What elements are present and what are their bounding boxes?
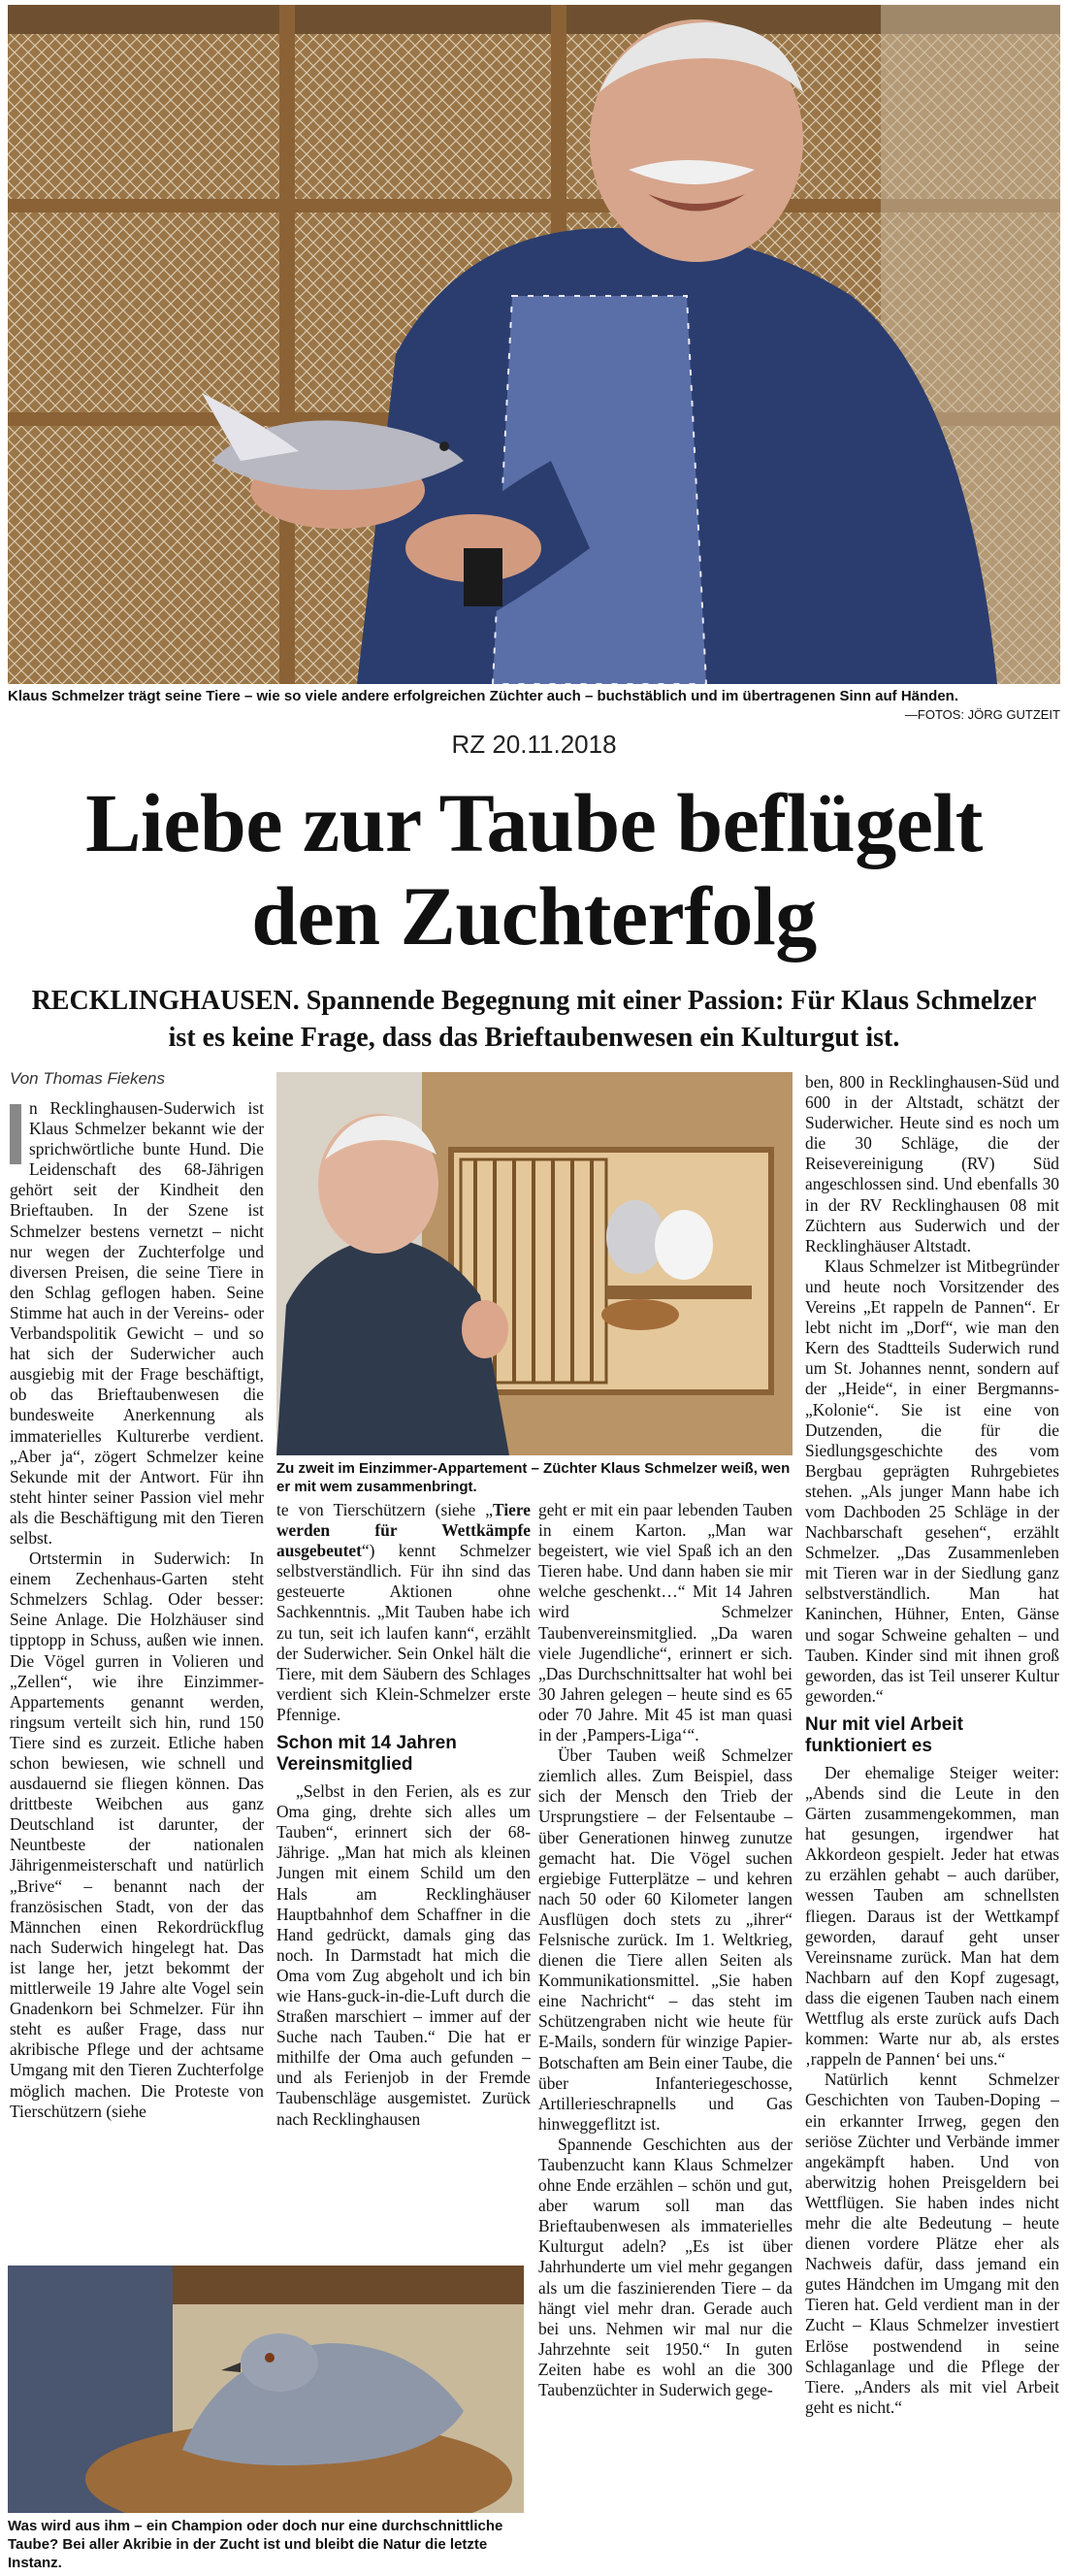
dateline: RZ 20.11.2018 [451,730,617,759]
photo-caption-middle: Zu zweit im Einzimmer-Appartement – Züchter Klaus Schmelzer weiß, wen er mit wem zusammenbringt. [276,1460,791,1495]
article-paragraph: Klaus Schmelzer ist Mitbegründer und heute noch Vorsitzender des Vereins „Et rappeln de Pannen“. Er lebt nicht im „Dorf“, wie man den Kern des Stadtteils Suderwich rund um St. Johannes nennt, sondern auf der „Heide“, in einer Bergmanns-„Kolonie“. Sie ist eine von Dutzenden, die für die Siedlungsgeschichte des vom Bergbau geprägten Ruhrgebietes stehen. „Als junger Mann habe ich vom Dachboden 25 Schläge in der Nachbarschaft gesehen“, erzählt Schmelzer. „Das Zusammenleben mit Tieren war in der Siedlung ganz selbstverständlich. Man hat Kaninchen, Hühner, Enten, Gänse und sogar Schweine gehalten – und Tauben. Kinder sind mit ihnen groß geworden, das ist Teil unserer Kultur geworden.“ [805,1255,1059,1706]
photo-caption-top [8,687,1060,724]
article-paragraph: Über Tauben weiß Schmelzer ziemlich alles. Zum Beispiel, dass sich der Mensch den Trieb der Ursprungstiere – der Felsentaube – über Generationen hinweg zunutze gemacht hat. Die Vögel suchen ergiebige Futterplätze – und kehren nach 50 oder 60 Kilometer langen Ausflügen doch stets zu „ihrer“ Felsnische zurück. Im 1. Weltkrieg, dienen die Tiere allen Seiten als Kommunikationsmittel. „Sie haben eine Nachricht“ – das steht im Schützengraben nicht wie heute für E-Mails, sondern für winzige Papier-Botschaften am Bein einer Taube, die über Infanteriegeschosse, Artillerieschrapnells und Gas hinweggeflitzt ist. [538,1745,793,2134]
photo-pigeon-closeup [8,2266,524,2513]
photo-pigeon-compartment [276,1072,793,1455]
byline: Von Thomas Fiekens [10,1069,165,1088]
article-column-1 [10,1098,264,2261]
section-heading: Schon mit 14 Jahren Vereinsmitglied [276,1733,457,1776]
breeder-photo-illustration [8,5,1060,684]
pigeon-closeup-illustration [8,2266,524,2513]
article-paragraph: ben, 800 in Recklinghausen-Süd und 600 in der Altstadt, schätzt der Suderwicher. Heute sind es noch um die 30 Schläge, die der Reisevereinigung (RV) Süd angeschlossen sind. Und ebenfalls 30 in der RV Recklinghausen 08 mit Züchtern aus Suderwich und der Recklinghäuser Altstadt. [805,1072,1059,1255]
section-heading: Nur mit viel Arbeit funktioniert es [805,1713,963,1756]
cross-reference-link[interactable]: Tiere werden für Wettkämpfe ausgebeutet [276,1500,531,1561]
dropcap-bar [10,1104,21,1164]
article-paragraph: Spannende Geschichten aus der Taubenzucht kann Klaus Schmelzer ohne Ende erzählen – schön und gut, aber warum soll man das Brieftaubenwesen als immaterielles Kulturgut adeln? „Es ist über Jahrhunderte um viel mehr gegangen als um die faszinierenden Tiere – da hängt viel mehr dran. Gerade auch bei uns. Nehmen wir mal nur die Jahrzehnte seit 1950.“ In guten Zeiten habe es wohl an die 300 Taubenzüchter in Suderwich gege- [538,2134,793,2400]
article-column-4 [805,1072,1059,2571]
article-paragraph: Ortstermin in Suderwich: In einem Zechenhaus-Garten steht Schmelzers Schlag. Oder besser: Seine Anlage. Die Holzhäuser sind tipptopp in Schuss, außen wie innen. Die Vögel gurren in Volieren und „Zellen“, wie ihre Einzimmer-Appartements genannt werden, ringsum verteilt sich hin, rund 150 Tiere sind es zurzeit. Etliche haben schon bewiesen, wie schnell und ausdauernd sie fliegen können. Das drittbeste Weibchen aus ganz Deutschland ist darunter, der Neuntbeste der nationalen Jährigenmeisterschaft und natürlich „Brive“ – benannt nach der französischen Stadt, von der das Männchen einen Rekordrückflug nach Suderwich hingelegt hat. Das ist lange her, jetzt bekommt der mittlerweile 19 Jahre alte Vogel sein Gnadenkorn bei Schmelzer. Für ihn steht es außer Frage, dass nur akribische Pflege und der achtsame Umgang mit den Tieren Zuchterfolge möglich machen. Die Proteste von Tierschützern (siehe [10,1549,264,2121]
article-paragraph [276,1500,531,1725]
headline-line-1: Liebe zur Taube beflügelt [85,776,983,869]
article-paragraph: Natürlich kennt Schmelzer Geschichten von Tauben-Doping – ein erkannter Irrweg, gegen den seriöse Züchter und Verbände immer angekämpft haben. Und von aberwitzig hohen Preisgeldern bei Wettflügen. Sie haben indes nicht mehr die alte Bedeutung – heute dienen vordere Plätze eher als Nachweis dafür, dass jemand ein gutes Händchen im Umgang mit den Tieren hat. Geld verdient man in der Zucht – Klaus Schmelzer investiert Erlöse postwendend in seine Schlaganlage und die Pflege der Tiere. „Anders als mit viel Arbeit geht es nicht.“ [805,2070,1059,2417]
paragraph-text: “) kennt Schmelzer selbstverständlich. Für ihn sind das gesteuerte Aktionen ohne Sachkenntnis. „Mit Tauben habe ich zu tun, seit ich laufen kann“, erzählt der Suderwicher. Sein Onkel hält die Tiere, mit dem Säubern des Schlages verdient sich Klein-Schmelzer erste Pfennige. [276,1541,531,1724]
paragraph-text: n Recklinghausen-Suderwich ist Klaus Schmelzer bekannt wie der sprichwörtliche bunte Hund. Die Leidenschaft des 68-Jährigen gehört seit der Kindheit den Brieftauben. In der Szene ist Schmelzer bestens vernetzt – nicht nur wegen der Zuchterfolge und diversen Preisen, die seine Tiere in den Schlag geflogen haben. Seine Stimme hat auch in der Vereins- oder Verbandspolitik Gewicht – und so hat sich der Suderwicher auch ausgiebig mit der Frage beschäftigt, ob das Brieftaubenwesen die bundesweite Anerkennung als immaterielles Kulturerbe verdient. „Aber ja“, zögert Schmelzer keine Sekunde mit der Antwort. Für ihn steht hinter seiner Passion viel mehr als die Beschäftigung mit den Tieren selbst. [10,1098,264,1548]
photo-caption-bottom: Was wird aus ihm – ein Champion oder doch nur eine durchschnittliche Taube? Bei aller Akribie in der Zucht ist und bleibt die Natur die letzte Instanz. [8,2518,503,2571]
caption-text: Klaus Schmelzer trägt seine Tiere – wie so viele andere erfolgreichen Züchter auch – buchstäblich und im übertragenen Sinn auf Händen. [8,688,958,704]
compartment-photo-illustration [276,1072,793,1455]
article-column-2 [276,1500,531,2259]
article-paragraph [10,1098,264,1549]
article-paragraph: „Selbst in den Ferien, als es zur Oma ging, drehte sich alles um Tauben“, erinnert sich der 68-Jährige. „Man hat mich als kleinen Jungen mit einem Schild um den Hals am Recklinghäuser Hauptbahnhof dem Schaffner in die Hand gedrückt, damals ging das noch. In Darmstadt hat mich die Oma vom Zug abgeholt und ich bin wie Hans-guck-in-die-Luft durch die Straßen marschiert – immer auf der Suche nach Tauben.“ Die hat er mithilfe der Oma auch gefunden – und als Ferienjob in der Fremde Taubenschläge ausgemistet. Zurück nach Recklinghausen [276,1781,531,2129]
headline-line-2: den Zuchterfolg [251,869,817,962]
subheadline: RECKLINGHAUSEN. Spannende Begegnung mit einer Passion: Für Klaus Schmelzer ist es keine Frage, dass das Brieftaubenwesen ein Kulturgut ist. [31,986,1037,1053]
paragraph-text: te von Tierschützern (siehe „ [276,1500,494,1519]
article-column-3 [538,1500,793,2571]
photo-credit: —FOTOS: JÖRG GUTZEIT [904,707,1060,722]
article-paragraph: Der ehemalige Steiger weiter: „Abends sind die Leute in den Gärten zusammengekommen, man hat gesungen, irgendwer hat Akkordeon gespielt. Jeder hat etwas zu erzählen gehabt – auch darüber, wessen Tauben am schnellsten fliegen. Daraus ist der Wettkampf geworden, darauf geht unser Vereinsname zurück. Man hat dem Nachbarn auf den Kopf zugesagt, dass die eigenen Tauben nach einem Wettflug als erste zurück aufs Dach kommen: Warte nur ab, als erstes ‚rappeln de Pannen‘ bei uns.“ [805,1762,1059,2070]
headline [19,776,1049,962]
article-paragraph: geht er mit ein paar lebenden Tauben in einem Karton. „Man war begeistert, wie viel Spaß ich an den Tieren habe. Und dann haben sie mir welche geschenkt…“ Mit 14 Jahren wird Schmelzer Taubenvereinsmitglied. „Da waren viele Jugendliche“, erinnert er sich. „Das Durchschnittsalter hat wohl bei 30 Jahren gelegen – heute sind es 65 oder 70 Jahre. Mit 45 ist man quasi in der ‚Pampers-Liga‘“. [538,1500,793,1745]
photo-breeder-with-pigeon [8,5,1060,684]
